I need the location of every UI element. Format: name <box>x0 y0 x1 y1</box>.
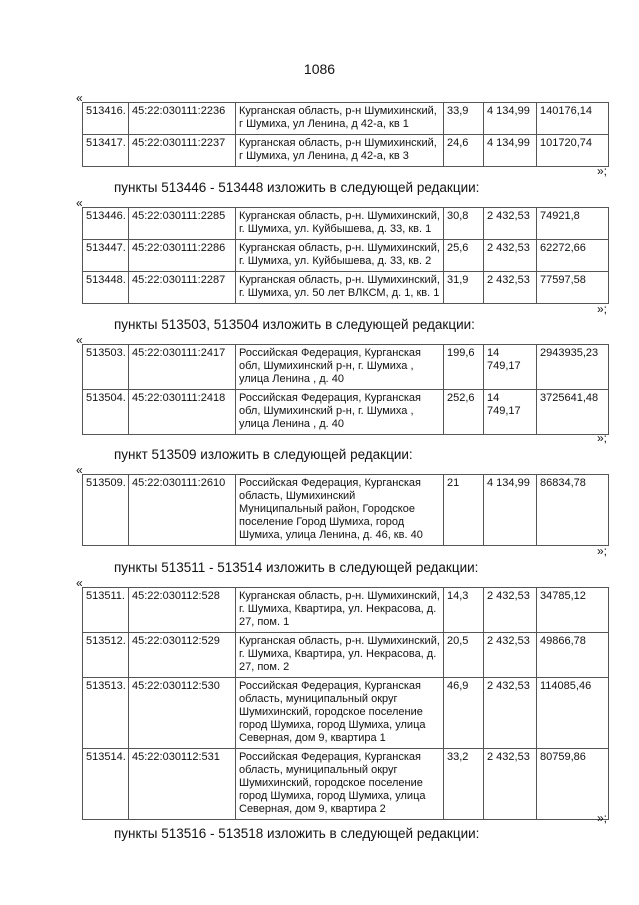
value-cell: 80759,86 <box>537 749 609 820</box>
table-row <box>83 678 609 749</box>
table-row <box>83 240 609 272</box>
table-row <box>83 135 609 167</box>
address-cell: Российская Федерация, Курганская область, муниципальный округ Шумихинский, городское поселение город Шумиха, город Шумиха, улица Северная, дом 9, квартира 2 <box>236 749 444 820</box>
row-number-cell: 513509. <box>83 475 129 546</box>
area-cell: 25,6 <box>444 240 484 272</box>
rate-cell: 2 432,53 <box>484 749 537 820</box>
table-row <box>83 749 609 820</box>
rate-cell: 2 432,53 <box>484 208 537 240</box>
row-number-cell: 513503. <box>83 345 129 390</box>
row-number-cell: 513504. <box>83 390 129 435</box>
opening-quote: « <box>76 91 83 105</box>
value-cell: 34785,12 <box>537 588 609 633</box>
row-number-cell: 513513. <box>83 678 129 749</box>
value-cell: 49866,78 <box>537 633 609 678</box>
address-cell: Курганская область, р-н Шумихинский, г Шумиха, ул Ленина, д 42-а, кв 3 <box>236 135 444 167</box>
property-table <box>82 474 609 546</box>
address-cell: Курганская область, р-н Шумихинский, г Шумиха, ул Ленина, д 42-а, кв 1 <box>236 103 444 135</box>
cadastral-number-cell: 45:22:030111:2417 <box>129 345 236 390</box>
value-cell: 62272,66 <box>537 240 609 272</box>
opening-quote: « <box>76 463 83 477</box>
amendment-instruction: пункты 513511 - 513514 изложить в следующей редакции: <box>114 560 479 575</box>
rate-cell: 2 432,53 <box>484 678 537 749</box>
table-row <box>83 475 609 546</box>
cadastral-number-cell: 45:22:030112:530 <box>129 678 236 749</box>
value-cell: 101720,74 <box>537 135 609 167</box>
address-cell: Российская Федерация, Курганская обл, Шумихинский р-н, г. Шумиха , улица Ленина , д. 40 <box>236 345 444 390</box>
area-cell: 33,9 <box>444 103 484 135</box>
rate-cell: 14 749,17 <box>484 390 537 435</box>
page-number: 1086 <box>303 61 336 77</box>
cadastral-number-cell: 45:22:030112:531 <box>129 749 236 820</box>
rate-cell: 2 432,53 <box>484 272 537 304</box>
rate-cell: 14 749,17 <box>484 345 537 390</box>
amendment-instruction: пункты 513516 - 513518 изложить в следующей редакции: <box>114 826 480 841</box>
rate-cell: 2 432,53 <box>484 633 537 678</box>
cadastral-number-cell: 45:22:030111:2285 <box>129 208 236 240</box>
table-row <box>83 103 609 135</box>
value-cell: 114085,46 <box>537 678 609 749</box>
rate-cell: 4 134,99 <box>484 475 537 546</box>
address-cell: Российская Федерация, Курганская область, Шумихинский Муниципальный район, Городское поселение Город Шумиха, город Шумиха, улица Ленина, д. 46, кв. 40 <box>236 475 444 546</box>
property-table <box>82 102 609 167</box>
opening-quote: « <box>76 196 83 210</box>
row-number-cell: 513512. <box>83 633 129 678</box>
cadastral-number-cell: 45:22:030111:2418 <box>129 390 236 435</box>
address-cell: Курганская область, р-н. Шумихинский, г. Шумиха, ул. Куйбышева, д. 33, кв. 2 <box>236 240 444 272</box>
row-number-cell: 513448. <box>83 272 129 304</box>
area-cell: 21 <box>444 475 484 546</box>
closing-quote: »; <box>596 431 607 445</box>
table-row <box>83 390 609 435</box>
rate-cell: 2 432,53 <box>484 240 537 272</box>
amendment-instruction: пункты 513503, 513504 изложить в следующей редакции: <box>114 317 475 332</box>
address-cell: Курганская область, р-н. Шумихинский, г. Шумиха, ул. Куйбышева, д. 33, кв. 1 <box>236 208 444 240</box>
value-cell: 140176,14 <box>537 103 609 135</box>
area-cell: 252,6 <box>444 390 484 435</box>
opening-quote: « <box>76 576 83 590</box>
cadastral-number-cell: 45:22:030111:2286 <box>129 240 236 272</box>
cadastral-number-cell: 45:22:030111:2287 <box>129 272 236 304</box>
cadastral-number-cell: 45:22:030112:528 <box>129 588 236 633</box>
area-cell: 20,5 <box>444 633 484 678</box>
closing-quote: »; <box>596 544 607 558</box>
row-number-cell: 513417. <box>83 135 129 167</box>
area-cell: 30,8 <box>444 208 484 240</box>
address-cell: Курганская область, р-н. Шумихинский, г. Шумиха, ул. 50 лет ВЛКСМ, д. 1, кв. 1 <box>236 272 444 304</box>
rate-cell: 4 134,99 <box>484 135 537 167</box>
table-row <box>83 588 609 633</box>
area-cell: 33,2 <box>444 749 484 820</box>
cadastral-number-cell: 45:22:030111:2237 <box>129 135 236 167</box>
property-table <box>82 344 609 435</box>
cadastral-number-cell: 45:22:030111:2610 <box>129 475 236 546</box>
value-cell: 2943935,23 <box>537 345 609 390</box>
address-cell: Курганская область, р-н. Шумихинский, г. Шумиха, Квартира, ул. Некрасова, д. 27, пом. 2 <box>236 633 444 678</box>
value-cell: 3725641,48 <box>537 390 609 435</box>
value-cell: 74921,8 <box>537 208 609 240</box>
value-cell: 77597,58 <box>537 272 609 304</box>
property-table <box>82 207 609 304</box>
area-cell: 31,9 <box>444 272 484 304</box>
address-cell: Российская Федерация, Курганская область, муниципальный округ Шумихинский, городское поселение город Шумиха, город Шумиха, улица Северная, дом 9, квартира 1 <box>236 678 444 749</box>
area-cell: 14,3 <box>444 588 484 633</box>
closing-quote: »; <box>596 164 607 178</box>
row-number-cell: 513416. <box>83 103 129 135</box>
table-row <box>83 345 609 390</box>
property-table <box>82 587 609 820</box>
amendment-instruction: пункты 513446 - 513448 изложить в следующей редакции: <box>114 180 480 195</box>
table-row <box>83 208 609 240</box>
rate-cell: 4 134,99 <box>484 103 537 135</box>
area-cell: 24,6 <box>444 135 484 167</box>
row-number-cell: 513446. <box>83 208 129 240</box>
table-row <box>83 633 609 678</box>
row-number-cell: 513511. <box>83 588 129 633</box>
cadastral-number-cell: 45:22:030111:2236 <box>129 103 236 135</box>
row-number-cell: 513514. <box>83 749 129 820</box>
value-cell: 86834,78 <box>537 475 609 546</box>
cadastral-number-cell: 45:22:030112:529 <box>129 633 236 678</box>
row-number-cell: 513447. <box>83 240 129 272</box>
area-cell: 199,6 <box>444 345 484 390</box>
address-cell: Курганская область, р-н. Шумихинский, г. Шумиха, Квартира, ул. Некрасова, д. 27, пом. 1 <box>236 588 444 633</box>
table-row <box>83 272 609 304</box>
amendment-instruction: пункт 513509 изложить в следующей редакции: <box>114 447 413 462</box>
opening-quote: « <box>76 333 83 347</box>
rate-cell: 2 432,53 <box>484 588 537 633</box>
area-cell: 46,9 <box>444 678 484 749</box>
closing-quote: »; <box>596 811 607 825</box>
closing-quote: »; <box>596 302 607 316</box>
address-cell: Российская Федерация, Курганская обл, Шумихинский р-н, г. Шумиха , улица Ленина , д. 40 <box>236 390 444 435</box>
